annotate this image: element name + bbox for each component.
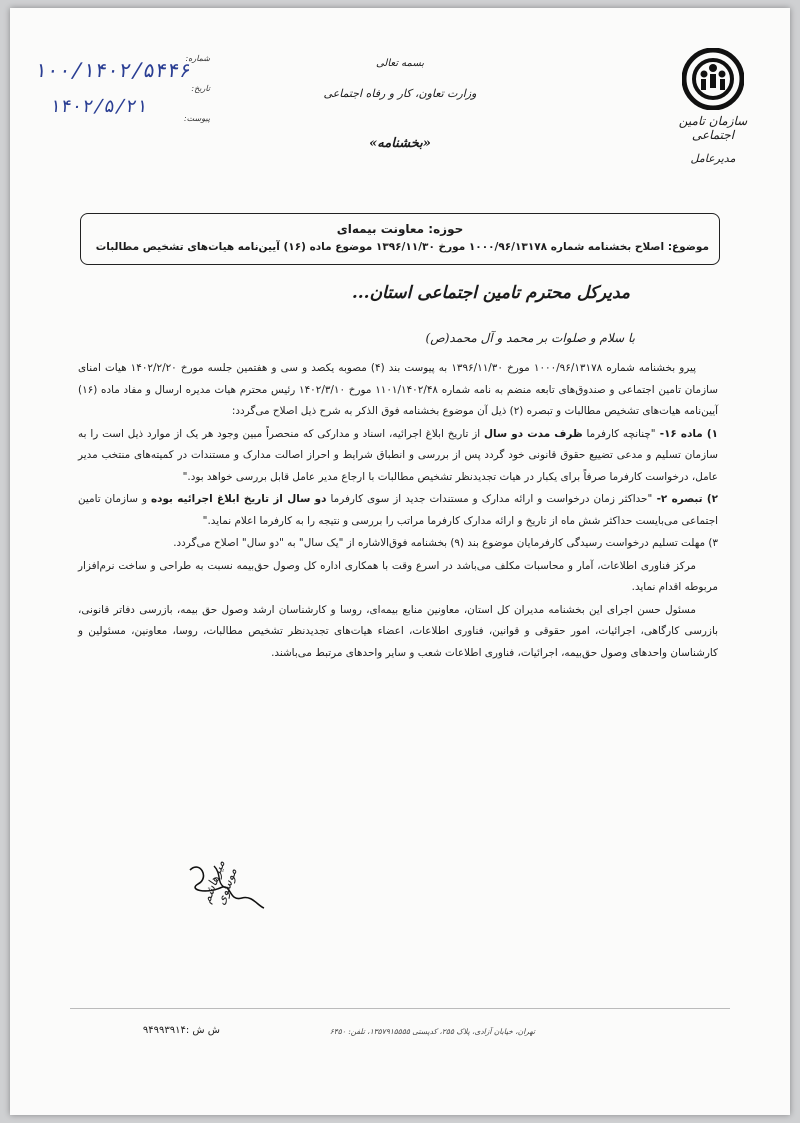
article-16-label: ۱) ماده ۱۶- [655, 427, 718, 440]
number-label: شماره: [185, 54, 210, 63]
footer-number: ش ش :۹۴۹۹۳۹۱۴ [142, 1025, 220, 1036]
paragraph-responsibility: مسئول حسن اجرای این بخشنامه مدیران کل استان، معاونین منابع بیمه‌ای، روسا و کارشناسان ارشد وصول حق بیمه، بازرسی دفاتر قانونی، بازرسی کارگاهی، اجرائیات، امور حقوقی و قوانین، فناوری اطلاعات، اعضاء هیات‌های تجدیدنظر تشخیص مطالبات، روسا، معاونین، مسئولین و کارشناسان واحدهای وصول حق‌بیمه، اجرائیات، فناوری اطلاعات شعب و سایر واحدهای مرتبط می‌باشند. [78, 603, 718, 659]
paragraph-article-16 [78, 424, 718, 489]
ministry-name: وزارت تعاون، کار و رفاه اجتماعی [323, 87, 477, 100]
org-title: مدیرعامل [690, 152, 736, 165]
article-16-text-b: از تاریخ ابلاغ اجرائیه، اسناد و مدارکی که منحصراً مبین وجود هر یک از موارد ذیل است را به سازمان تسلیم و مدعی تضییع حقوق قانونی خود گردد پس از بررسی و انطباق شرایط و احراز اصالت مدارک و مستندات در کمیته‌های منتخب مدیر عامل، درخواست کارفرما صرفاً برای یکبار در هیات تجدیدنظر تشخیص مطالبات با ارجاع مدیر عامل قابل بررسی خواهد بود." [78, 427, 718, 483]
note-2-text-a: "حداکثر زمان درخواست و ارائه مدارک و مستندات جدید از سوی کارفرما [326, 493, 653, 505]
note-2-emphasis: دو سال از تاریخ ابلاغ اجرائیه بوده [150, 493, 327, 505]
document-type: «بخشنامه» [369, 136, 431, 151]
note-2-text-b: و سازمان تامین اجتماعی می‌بایست حداکثر شش ماه از تاریخ و ارائه مدارک کارفرما مراتب را بررسی و نتیجه را به کارفرما اعلام نماید." [78, 493, 718, 527]
footer-divider [70, 1008, 730, 1009]
paragraph-note-2 [78, 489, 718, 532]
subject-box [80, 213, 720, 265]
date-label: تاریخ: [191, 84, 210, 93]
paragraph-item-3: ۳) مهلت تسلیم درخواست رسیدگی کارفرمایان موضوع بند (۹) بخشنامه فوق‌الاشاره از "یک سال" به "دو سال" اصلاح می‌گردد. [173, 537, 718, 549]
attachment-label: پیوست: [183, 114, 210, 123]
addressee: مدیرکل محترم تامین اجتماعی استان... [351, 283, 630, 303]
signatory-name: میرهاشم موسوی [199, 858, 240, 907]
bismillah: بسمه تعالی [375, 58, 425, 69]
letter-heading [310, 58, 490, 151]
note-2-label: ۲) تبصره ۲- [652, 493, 718, 505]
letter-date: ۱۴۰۲/۵/۲۱ [48, 96, 150, 117]
letter-body [78, 358, 718, 665]
article-16-emphasis: ظرف مدت دو سال [484, 427, 583, 440]
letter-page [10, 8, 790, 1115]
org-logo-block [658, 48, 768, 165]
tamin-logo-icon [682, 48, 744, 110]
paragraph-it-center: مرکز فناوری اطلاعات، آمار و محاسبات مکلف می‌باشد در اسرع وقت با همکاری اداره کل وصول حق‌بیمه نسبت به طراحی و ساخت نرم‌افزار مربوطه اقدام نماید. [78, 559, 718, 593]
subject-line: موضوع: اصلاح بخشنامه شماره ۱۰۰۰/۹۶/۱۳۱۷۸ مورخ ۱۳۹۶/۱۱/۳۰ موضوع ماده (۱۶) آیین‌نامه هیات‌های تشخیص مطالبات [95, 241, 709, 253]
letter-number: ۱۰۰/۱۴۰۲/۵۴۴۶ [33, 58, 194, 82]
subject-domain: حوزه: معاونت بیمه‌ای [336, 222, 464, 236]
org-name: سازمان تامین اجتماعی [678, 114, 748, 142]
paragraph-intro: پیرو بخشنامه شماره ۱۰۰۰/۹۶/۱۳۱۷۸ مورخ ۱۳۹۶/۱۱/۳۰ به پیوست بند (۴) مصوبه یکصد و سی و هفتمین جلسه مورخ ۱۴۰۲/۲/۲۰ هیات امنای سازمان تامین اجتماعی و صندوق‌های تابعه منضم به نامه شماره ۱۱۰۱/۱۴۰۲/۴۸ مورخ ۱۴۰۲/۳/۱۰ رئیس محترم هیات مدیره ارسال و مفاد ماده (۱۶) آیین‌نامه هیات‌های تشخیص مطالبات و تبصره (۲) ذیل آن موضوع بخشنامه فوق الذکر به شرح ذیل اصلاح می‌گردد: [78, 362, 719, 417]
footer-address: تهران، خیابان آزادی، پلاک ۲۵۵، کدپستی ۱۳۵۷۹۱۵۵۵۵، تلفن: ۶۴۵۰ [329, 1027, 535, 1036]
article-16-text-a: "چنانچه کارفرما [582, 427, 656, 440]
greeting: با سلام و صلوات بر محمد و آل محمد(ص) [425, 331, 635, 345]
